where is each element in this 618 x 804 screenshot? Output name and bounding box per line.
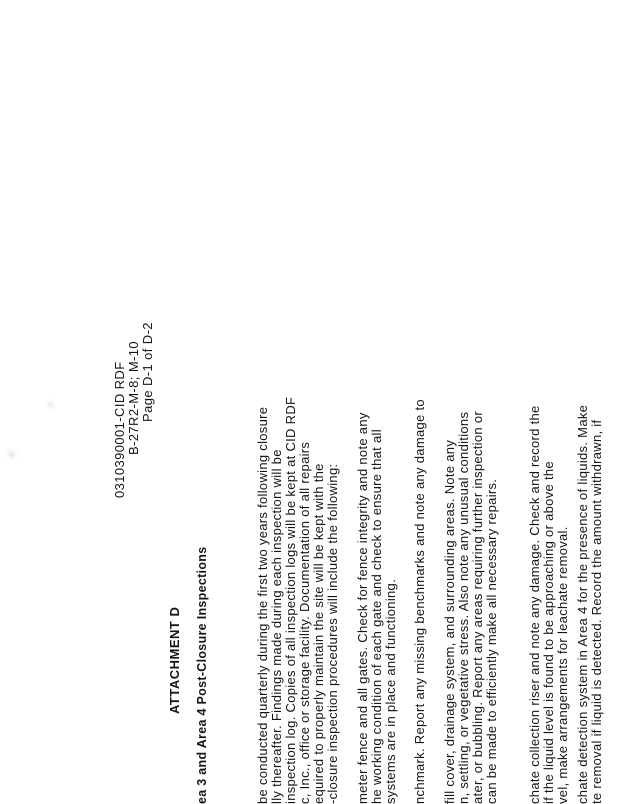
benchmark-inspection-line: nchmark. Report any missing benchmarks and note any damage to [412, 399, 427, 804]
intro-line: lly thereafter. Findings made during each inspection will be [269, 449, 284, 804]
intro-line: -closure inspection procedures will include the following: [325, 463, 340, 804]
leachate-inspection-line: vel, make arrangements for leachate removal. [555, 526, 570, 804]
detection-inspection-line: te removal if liquid is detected. Record the amount withdrawn, if [589, 419, 604, 804]
cover-inspection-line: n, settling, or vegetative stress. Also note any unusual conditions [456, 411, 471, 804]
page-number: Page D-1 of D-2 [140, 322, 155, 422]
intro-line: inspection log. Copies of all inspection logs will be kept at CID RDF [283, 396, 298, 804]
cover-inspection-line: fill cover, drainage system, and surrounding areas. Note any [442, 439, 457, 804]
intro-line: equired to properly maintain the site will be kept with the [311, 463, 326, 804]
fence-inspection-line: meter fence and all gates. Check for fence integrity and note any [355, 412, 370, 804]
leachate-inspection-line: chate collection riser and note any damage. Check and record the [527, 405, 542, 804]
intro-line: be conducted quarterly during the first two years following closure [255, 406, 270, 804]
detection-inspection-line: chate detection system in Area 4 for the presence of liquids. Make [575, 404, 590, 804]
fence-inspection-line: he working condition of each gate and check to ensure that all [369, 429, 384, 804]
leachate-inspection-line: if the liquid level is found to be approaching or above the [541, 461, 556, 804]
attachment-subtitle: ea 3 and Area 4 Post-Closure Inspections [195, 546, 209, 804]
cover-inspection-line: ater, or bubbling. Report any areas requiring further inspection or [470, 411, 485, 804]
revision-number: B-27R2-M-8; M-10 [126, 340, 141, 455]
attachment-title: ATTACHMENT D [167, 606, 182, 714]
intro-line: c, Inc., office or storage facility. Documentation of all repairs [297, 441, 312, 804]
rotated-document-page [0, 240, 604, 804]
fence-inspection-line: systems are in place and functioning. [383, 579, 398, 804]
cover-inspection-line: can be made to efficiently make all necessary repairs. [484, 478, 499, 804]
document-id: 0310390001-CID RDF [112, 361, 127, 498]
